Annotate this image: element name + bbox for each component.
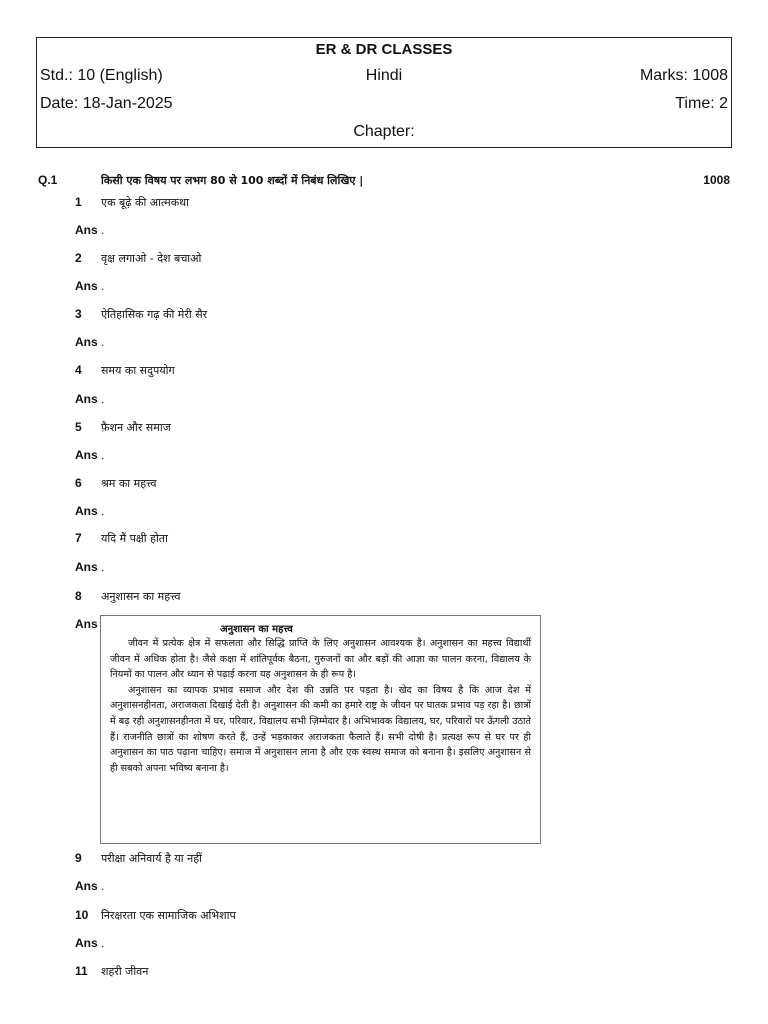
- item-topic: निरक्षरता एक सामाजिक अभिशाप: [101, 909, 236, 922]
- item-number: 5: [75, 420, 82, 434]
- subject-label: Hindi: [365, 67, 403, 84]
- question-marks: 1008: [703, 173, 730, 187]
- item-number: 2: [75, 251, 82, 265]
- item-number: 4: [75, 363, 82, 377]
- ans-label: Ans: [75, 617, 98, 631]
- ans-label: Ans: [75, 560, 98, 574]
- item-number: 7: [75, 531, 82, 545]
- item-topic: फ़ैशन और समाज: [101, 421, 171, 434]
- chapter-label: Chapter:: [353, 123, 415, 140]
- ans-label: Ans: [75, 279, 98, 293]
- date-label: Date: 18-Jan-2025: [40, 95, 173, 112]
- item-topic: ऐतिहासिक गढ़ की मेरी सैर: [101, 308, 208, 321]
- item-topic: परीक्षा अनिवार्य है या नहीं: [101, 852, 202, 865]
- item-topic: यदि मैं पक्षी होता: [101, 532, 168, 545]
- marks-label: Marks: 1008: [639, 67, 728, 84]
- item-topic: एक बूढ़े की आत्मकथा: [101, 196, 190, 209]
- header-box: [36, 37, 732, 148]
- item-topic: शहरी जीवन: [101, 965, 149, 978]
- ans-placeholder: .: [101, 448, 105, 462]
- ans-label: Ans: [75, 879, 98, 893]
- ans-label: Ans: [75, 448, 98, 462]
- question-row: [38, 173, 732, 189]
- time-label: Time: 2: [675, 95, 728, 112]
- ans-placeholder: .: [101, 936, 105, 950]
- item-number: 1: [75, 195, 82, 209]
- school-name: ER & DR CLASSES: [315, 41, 453, 58]
- item-number: 8: [75, 589, 82, 603]
- item-topic: अनुशासन का महत्त्व: [101, 590, 181, 603]
- item-topic: समय का सदुपयोग: [101, 364, 175, 377]
- item-number: 10: [75, 908, 89, 922]
- standard-label: Std.: 10 (English): [40, 67, 163, 84]
- ans-placeholder: .: [101, 879, 105, 893]
- ans-placeholder: .: [101, 223, 105, 237]
- item-number: 6: [75, 476, 82, 490]
- item-number: 3: [75, 307, 82, 321]
- ans-placeholder: .: [101, 335, 105, 349]
- ans-placeholder: .: [101, 392, 105, 406]
- ans-label: Ans: [75, 504, 98, 518]
- question-text: किसी एक विषय पर लभग 80 से 100 शब्दों में निबंध लिखिए |: [101, 174, 364, 187]
- ans-label: Ans: [75, 392, 98, 406]
- ans-placeholder: .: [101, 279, 105, 293]
- item-number: 11: [75, 964, 88, 978]
- question-number: Q.1: [38, 173, 58, 187]
- essay-paragraph-1: जीवन में प्रत्येक क्षेत्र में सफलता और सिद्धि प्राप्ति के लिए अनुशासन आवश्यक है। अनुशासन का महत्त्व विद्यार्थी जीवन में अधिक होता है। जैसे कक्षा में शांतिपूर्वक बैठना, गुरुजनों का और बड़ों की आज्ञा का पालन करना, विद्यालय के नियमों का पालन और ध्यान से पढ़ाई करना यह अनुशासन के ही रूप है।: [110, 638, 531, 681]
- ans-label: Ans: [75, 223, 98, 237]
- item-topic: वृक्ष लगाओ - देश बचाओ: [101, 252, 202, 265]
- essay-paragraph-2: अनुशासन का व्यापक प्रभाव समाज और देश की उन्नति पर पड़ता है। खेद का विषय है कि आज देश में अनुशासनहीनता, अराजकता दिखाई देती है। अनुशासन की कमी का हमारे राष्ट्र के जीवन पर घातक प्रभाव पड़ रहा है। छात्रों में बढ़ रही अनुशासनहीनता में घर, परिवार, विद्यालय सभी ज़िम्मेदार है। अभिभावक विद्यालय, घर, परिवारों पर ऊँगली उठाते हैं। राजनीति छात्रों का शोषण करते हैं, उन्हें भड़काकर अराजकता फैलाते हैं। सभी दोषी है। प्रत्यक्ष रूप से घर पर ही अनुशासन का पाठ पढ़ाना चाहिए। समाज में अनुशासन लाना है और एक स्वस्थ समाज को बनाना है। इसलिए अनुशासन से ही सबको अपना भविष्य बनाना है।: [110, 684, 531, 774]
- item-number: 9: [75, 851, 82, 865]
- ans-placeholder: .: [101, 560, 105, 574]
- essay-answer-box: [100, 615, 541, 844]
- essay-title: अनुशासन का महत्त्व: [220, 624, 293, 635]
- ans-label: Ans: [75, 936, 98, 950]
- ans-placeholder: .: [101, 504, 105, 518]
- item-topic: श्रम का महत्त्व: [101, 477, 157, 490]
- ans-label: Ans: [75, 335, 98, 349]
